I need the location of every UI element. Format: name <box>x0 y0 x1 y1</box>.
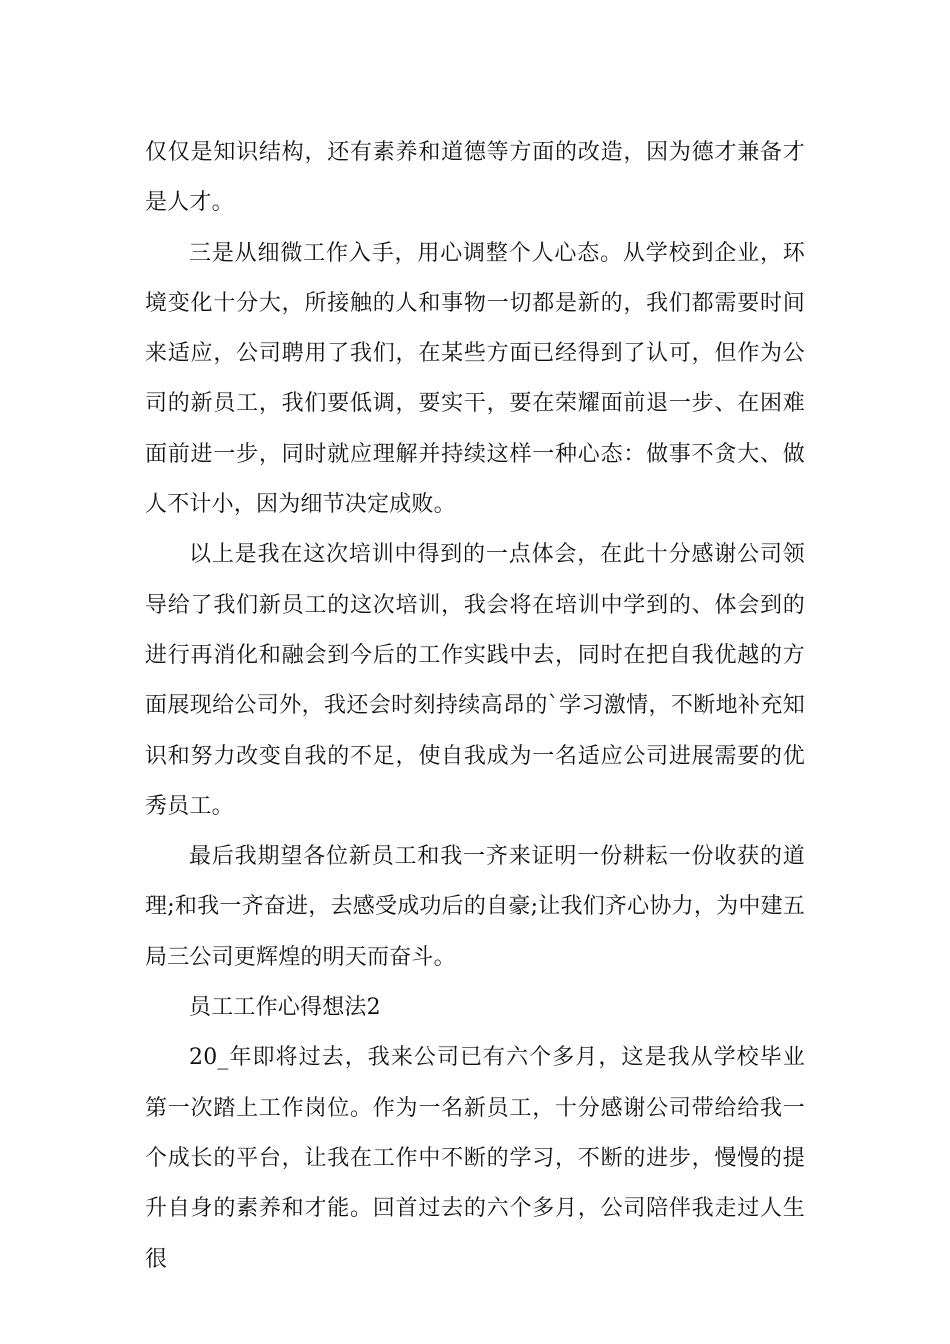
paragraph-closing: 最后我期望各位新员工和我一齐来证明一份耕耘一份收获的道理;和我一齐奋进，去感受成功后的自豪;让我们齐心协力，为中建五局三公司更辉煌的明天而奋斗。 <box>145 844 805 970</box>
document-body <box>145 128 805 1285</box>
section-heading: 员工工作心得想法2 <box>189 995 381 1021</box>
paragraph-point-three: 三是从细微工作入手，用心调整个人心态。从学校到企业，环境变化十分大，所接触的人和事物一切都是新的，我们都需要时间来适应，公司聘用了我们，在某些方面已经得到了认可，但作为公司的新员工，我们要低调，要实干，要在荣耀面前退一步、在困难面前进一步，同时就应理解并持续这样一种心态：做事不贪大、做人不计小，因为细节决定成败。 <box>145 240 805 518</box>
paragraph-continuation: 仅仅是知识结构，还有素养和道德等方面的改造，因为德才兼备才是人才。 <box>145 140 805 216</box>
paragraph-summary: 以上是我在这次培训中得到的一点体会，在此十分感谢公司领导给了我们新员工的这次培训，我会将在培训中学到的、体会到的进行再消化和融会到今后的工作实践中去，同时在把自我优越的方面展现给公司外，我还会时刻持续高昂的`学习激情，不断地补充知识和努力改变自我的不足，使自我成为一名适应公司进展需要的优秀员工。 <box>145 542 805 819</box>
paragraph-intro-2: 20_年即将过去，我来公司已有六个多月，这是我从学校毕业第一次踏上工作岗位。作为一名新员工，十分感谢公司带给给我一个成长的平台，让我在工作中不断的学习，不断的进步，慢慢的提升自身的素养和才能。回首过去的六个多月，公司陪伴我走过人生很 <box>145 1045 805 1272</box>
